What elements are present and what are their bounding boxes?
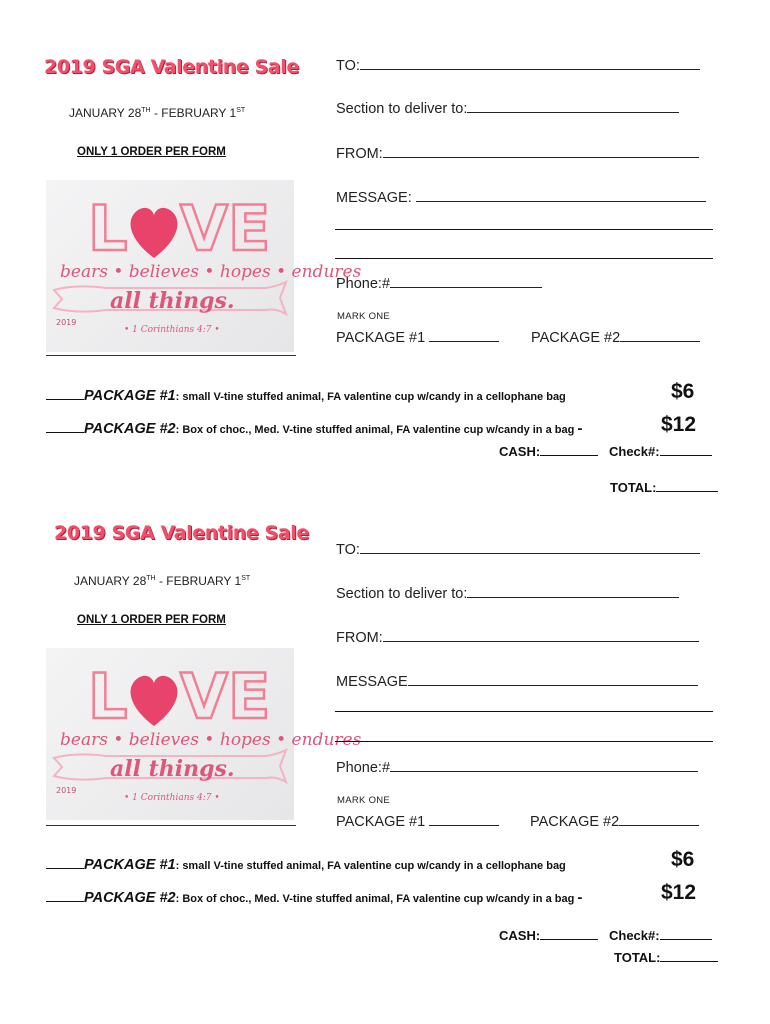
image-underline: [46, 825, 296, 826]
image-year: 2019: [56, 318, 77, 327]
package2-line[interactable]: PACKAGE #2: Box of choc., Med. V-tine stuffed animal, FA valentine cup w/candy in a bag -: [46, 889, 582, 906]
verse-text: • 1 Corinthians 4:7 •: [124, 325, 220, 335]
love-tagline: bears • believes • hopes • endures: [60, 262, 362, 282]
love-tagline: bears • believes • hopes • endures: [60, 730, 362, 750]
section-field[interactable]: Section to deliver to:: [336, 99, 679, 117]
package2-price: $12: [661, 413, 697, 436]
section-field[interactable]: Section to deliver to:: [336, 584, 679, 602]
message-field[interactable]: MESSAGE:: [336, 188, 706, 206]
package2-mark[interactable]: PACKAGE #2: [531, 328, 700, 346]
check-field[interactable]: Check#:: [609, 444, 712, 459]
total-field[interactable]: TOTAL:: [610, 480, 718, 495]
sale-dates: JANUARY 28TH - FEBRUARY 1ST: [69, 106, 246, 120]
cash-field[interactable]: CASH:: [499, 444, 598, 459]
form-title: 2019 SGA Valentine Sale: [44, 56, 299, 78]
package1-line[interactable]: PACKAGE #1: small V-tine stuffed animal, FA valentine cup w/candy in a cellophane bag: [46, 857, 566, 873]
form-title: 2019 SGA Valentine Sale: [54, 522, 309, 544]
message-line-3[interactable]: [335, 741, 713, 742]
banner-text: all things.: [110, 288, 235, 314]
banner-text: all things.: [110, 756, 235, 782]
package1-price: $6: [671, 848, 695, 871]
heart-icon: [131, 676, 178, 726]
mark-one-label: MARK ONE: [337, 311, 391, 322]
message-field[interactable]: MESSAGE: [336, 672, 698, 690]
phone-field[interactable]: Phone:#: [336, 274, 542, 292]
package1-mark[interactable]: PACKAGE #1: [336, 812, 499, 830]
order-limit-note: ONLY 1 ORDER PER FORM: [77, 614, 226, 626]
love-ve: VE: [180, 192, 271, 265]
love-image: [46, 180, 362, 352]
message-line-2[interactable]: [335, 711, 713, 712]
love-graphic: [46, 180, 362, 352]
total-field[interactable]: TOTAL:: [614, 950, 718, 965]
love-graphic: [46, 648, 362, 820]
order-form-bottom: [0, 512, 770, 1012]
love-l: L: [88, 660, 128, 733]
package1-mark[interactable]: PACKAGE #1: [336, 328, 499, 346]
package2-line[interactable]: PACKAGE #2: Box of choc., Med. V-tine stuffed animal, FA valentine cup w/candy in a bag -: [46, 420, 582, 437]
check-field[interactable]: Check#:: [609, 928, 712, 943]
package2-price: $12: [661, 881, 697, 904]
sale-dates: JANUARY 28TH - FEBRUARY 1ST: [74, 574, 251, 588]
love-image: [46, 648, 362, 820]
love-ve: VE: [180, 660, 271, 733]
package2-mark[interactable]: PACKAGE #2: [530, 812, 699, 830]
order-form-top: [0, 0, 770, 500]
image-underline: [46, 355, 296, 356]
from-field[interactable]: FROM:: [336, 628, 699, 646]
image-year: 2019: [56, 786, 77, 795]
order-limit-note: ONLY 1 ORDER PER FORM: [77, 146, 226, 158]
love-l: L: [88, 192, 128, 265]
mark-one-label: MARK ONE: [337, 795, 391, 806]
package1-line[interactable]: PACKAGE #1: small V-tine stuffed animal, FA valentine cup w/candy in a cellophane bag: [46, 388, 566, 404]
message-line-2[interactable]: [335, 229, 713, 230]
package1-price: $6: [671, 380, 695, 403]
phone-field[interactable]: Phone:#: [336, 758, 698, 776]
message-line-3[interactable]: [335, 258, 713, 259]
cash-field[interactable]: CASH:: [499, 928, 598, 943]
to-field[interactable]: TO:: [336, 540, 700, 558]
to-field[interactable]: TO:: [336, 56, 700, 74]
from-field[interactable]: FROM:: [336, 144, 699, 162]
verse-text: • 1 Corinthians 4:7 •: [124, 793, 220, 803]
heart-icon: [131, 208, 178, 258]
